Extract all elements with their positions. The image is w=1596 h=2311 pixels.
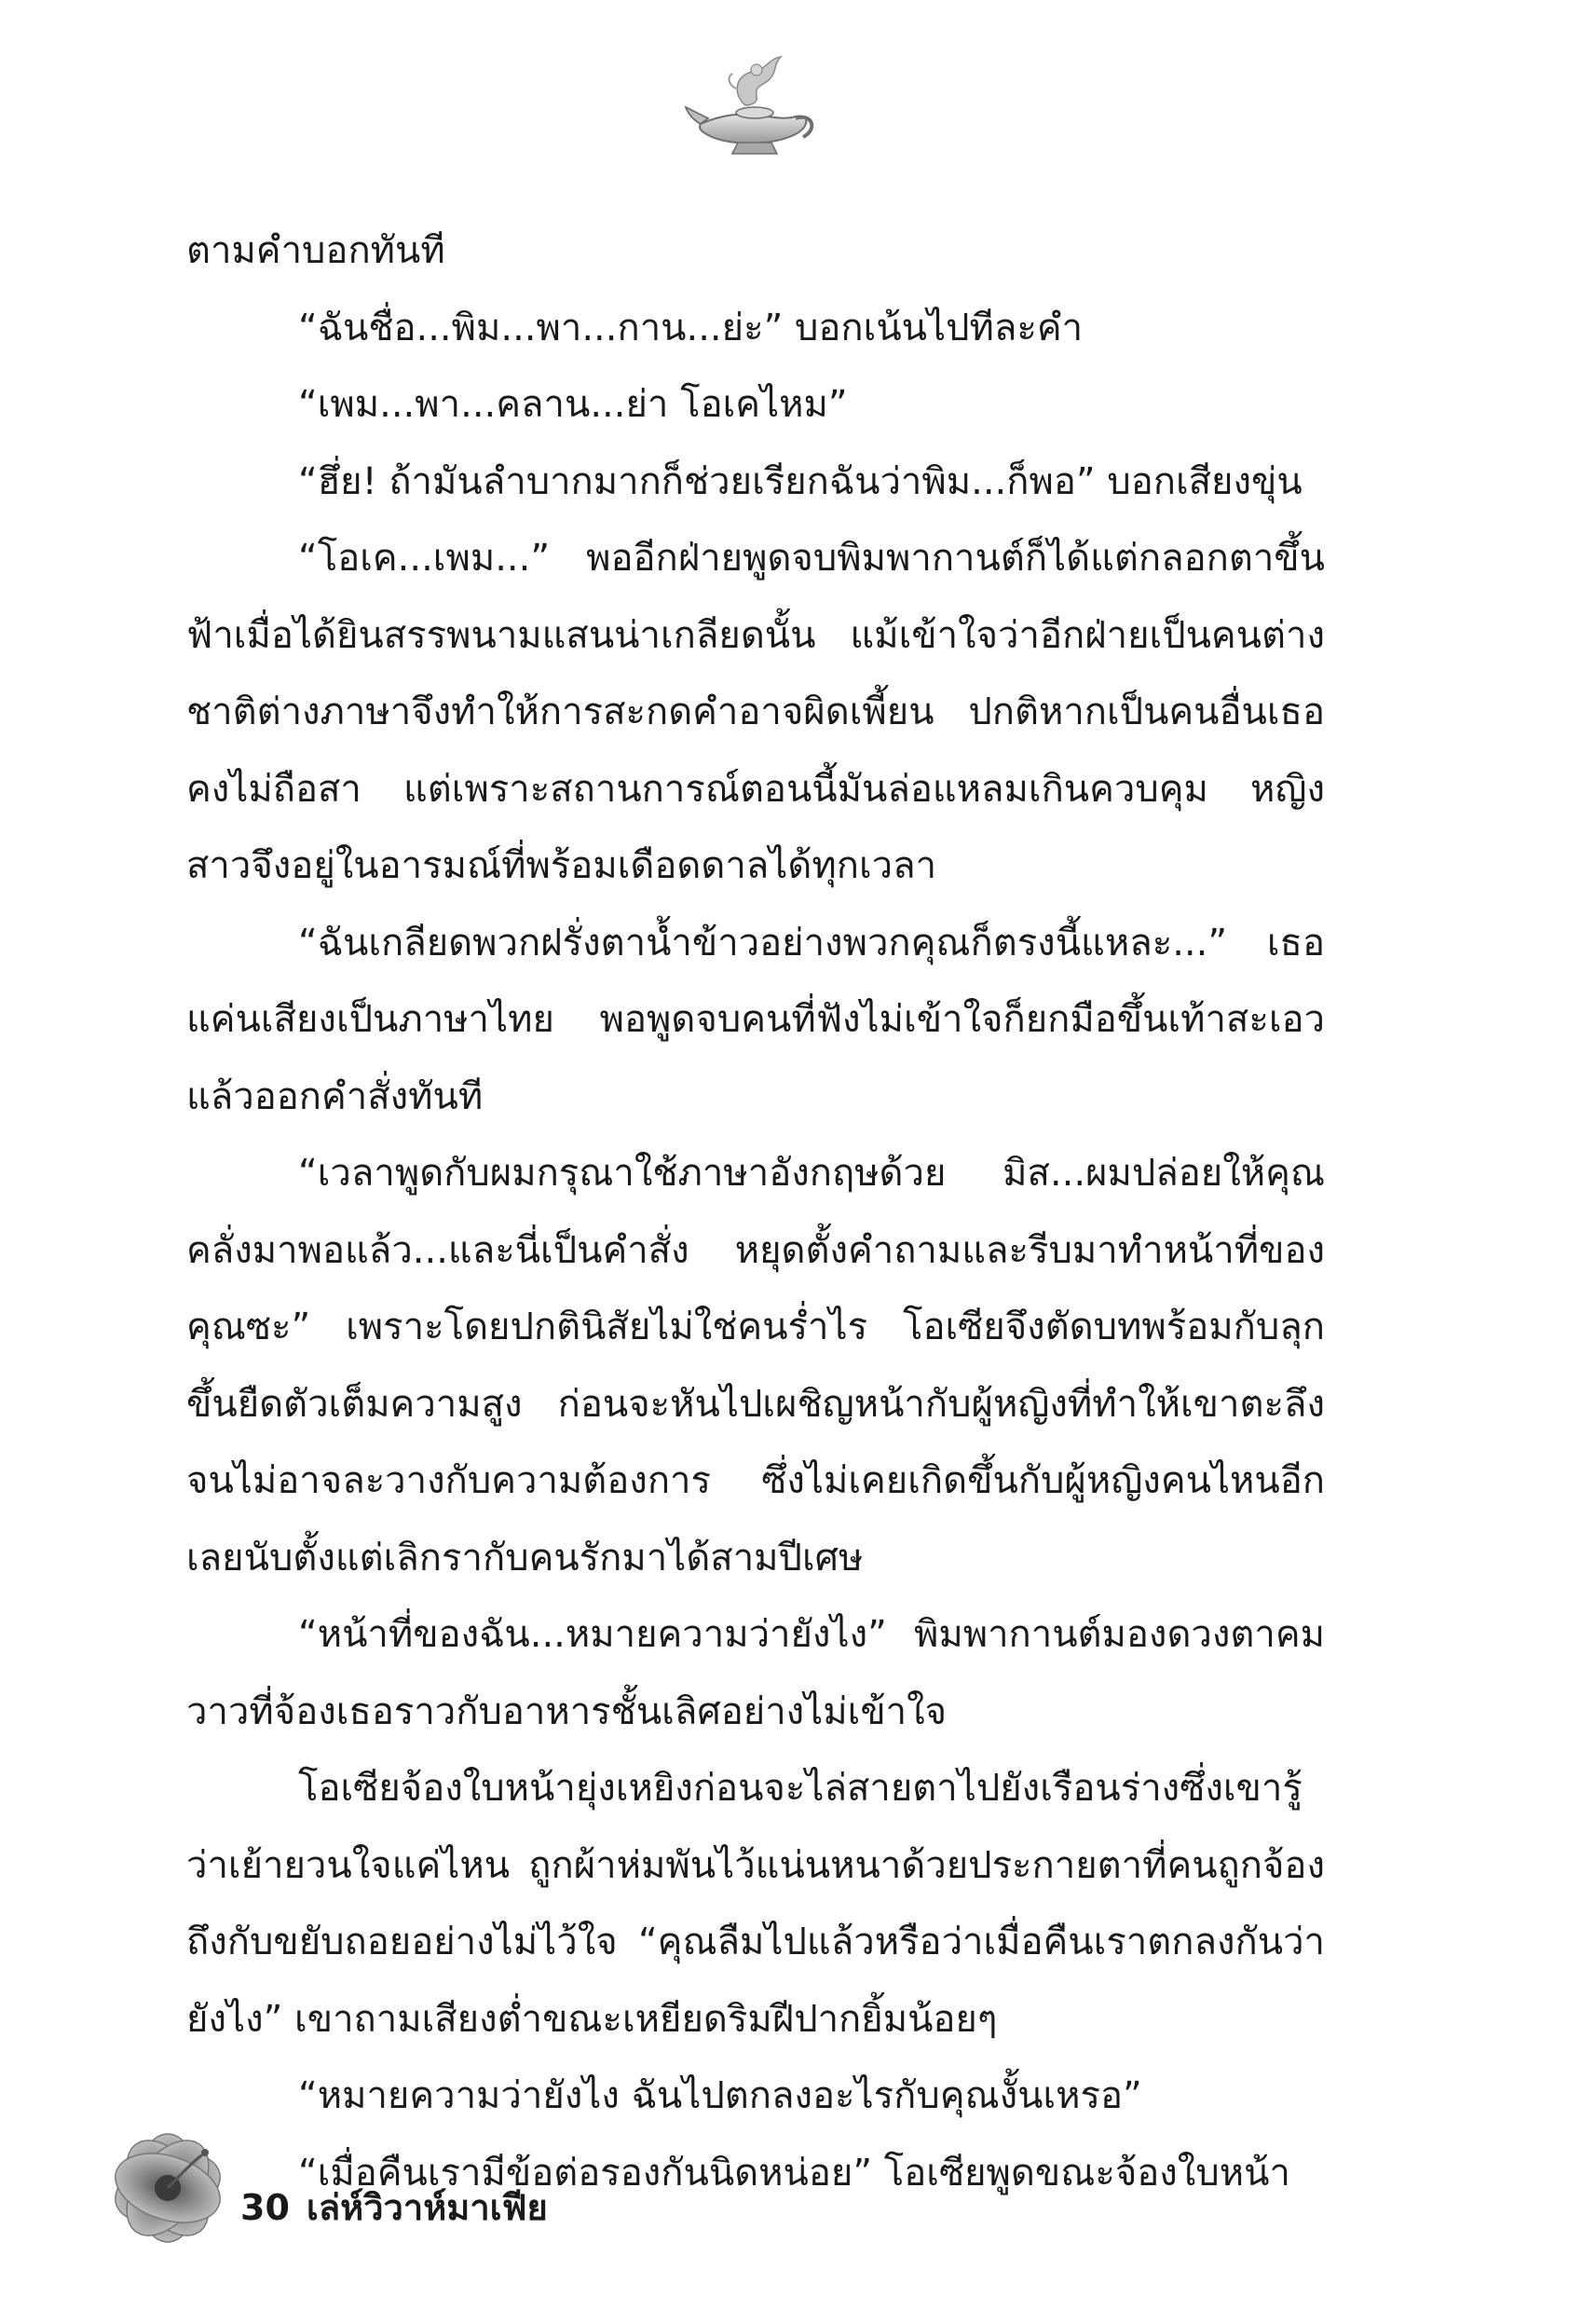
- hibiscus-flower-icon: [84, 2115, 252, 2264]
- page-number: 30: [240, 2187, 290, 2228]
- paragraph: “เมื่อคืนเรามีข้อต่อรองกันนิดหน่อย” โอเซียพูดขณะจ้องใบหน้า: [298, 2151, 1290, 2195]
- body-text: [186, 212, 1325, 2211]
- paragraph: “หมายความว่ายังไง ฉันไปตกลงอะไรกับคุณงั้นเหรอ”: [298, 2074, 1142, 2117]
- paragraph: “เพม...พา...คลาน...ย่า โอเคไหม”: [298, 383, 848, 426]
- page-folio: [240, 2179, 548, 2236]
- paragraph: โอเซียจ้องใบหน้ายุ่งเหยิงก่อนจะไล่สายตาไปยังเรือนร่างซึ่งเขารู้ว่าเย้ายวนใจแค่ไหน ถูกผ้าห่มพันไว้แน่นหนาด้วยประกายตาที่คนถูกจ้องถึงกับขยับถอยอย่างไม่ไว้ใจ “คุณลืมไปแล้วหรือว่าเมื่อคืนเราตกลงกันว่ายังไง” เขาถามเสียงต่ำขณะเหยียดริมฝีปากยิ้มน้อยๆ: [186, 1767, 1325, 2041]
- book-title: เล่ห์วิวาห์มาเฟีย: [306, 2187, 548, 2228]
- page-footer: [84, 2115, 736, 2283]
- genie-lamp-icon: [680, 51, 820, 163]
- paragraph: “โอเค...เพม...” พออีกฝ่ายพูดจบพิมพากานต์ก็ได้แต่กลอกตาขึ้นฟ้าเมื่อได้ยินสรรพนามแสนน่าเกลียดนั้น แม้เข้าใจว่าอีกฝ่ายเป็นคนต่างชาติต่างภาษาจึงทำให้การสะกดคำอาจผิดเพี้ยน ปกติหากเป็นคนอื่นเธอคงไม่ถือสา แต่เพราะสถานการณ์ตอนนี้มันล่อแหลมเกินควบคุม หญิงสาวจึงอยู่ในอารมณ์ที่พร้อมเดือดดาลได้ทุกเวลา: [186, 537, 1325, 887]
- paragraph: “ฮึ่ย! ถ้ามันลำบากมากก็ช่วยเรียกฉันว่าพิม...ก็พอ” บอกเสียงขุ่น: [298, 459, 1303, 503]
- paragraph: ตามคำบอกทันที: [186, 229, 445, 272]
- paragraph: “เวลาพูดกับผมกรุณาใช้ภาษาอังกฤษด้วย มิส...ผมปล่อยให้คุณคลั่งมาพอแล้ว...และนี่เป็นคำสั่ง หยุดตั้งคำถามและรีบมาทำหน้าที่ของคุณซะ” เพราะโดยปกตินิสัยไม่ใช่คนร่ำไร โอเซียจึงตัดบทพร้อมกับลุกขึ้นยืดตัวเต็มความสูง ก่อนจะหันไปเผชิญหน้ากับผู้หญิงที่ทำให้เขาตะลึงจนไม่อาจละวางกับความต้องการ ซึ่งไม่เคยเกิดขึ้นกับผู้หญิงคนไหนอีกเลยนับตั้งแต่เลิกรากับคนรักมาได้สามปีเศษ: [186, 1152, 1325, 1579]
- paragraph: “ฉันเกลียดพวกฝรั่งตาน้ำข้าวอย่างพวกคุณก็ตรงนี้แหละ...” เธอแค่นเสียงเป็นภาษาไทย พอพูดจบคนที่ฟังไม่เข้าใจก็ยกมือขึ้นเท้าสะเอวแล้วออกคำสั่งทันที: [186, 921, 1325, 1118]
- paragraph: “ฉันชื่อ...พิม...พา...กาน...ย่ะ” บอกเน้นไปทีละคำ: [298, 306, 1084, 349]
- paragraph: “หน้าที่ของฉัน...หมายความว่ายังไง” พิมพากานต์มองดวงตาคมวาวที่จ้องเธอราวกับอาหารชั้นเลิศอย่างไม่เข้าใจ: [186, 1613, 1325, 1733]
